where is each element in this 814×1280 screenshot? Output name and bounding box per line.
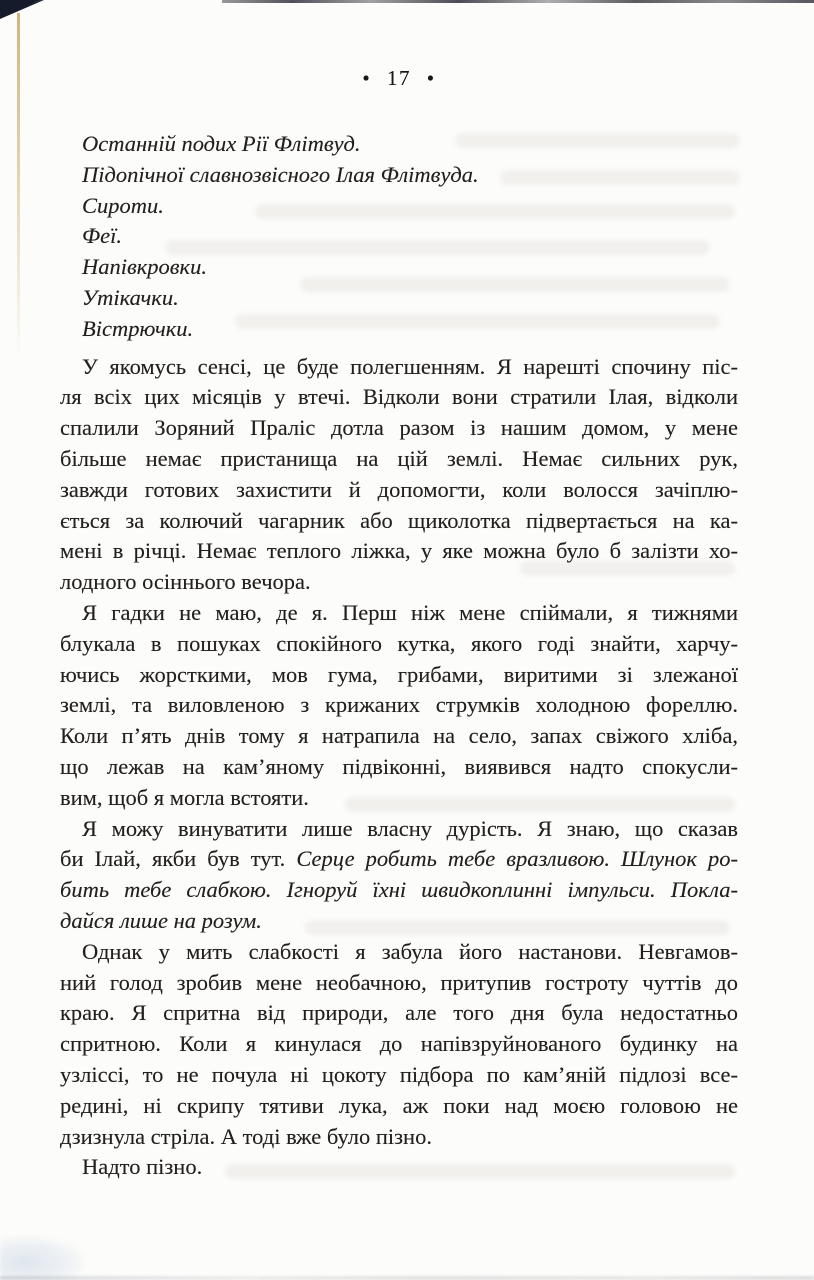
text-line: Надто пізно. <box>82 1154 203 1180</box>
text-line: землі, та виловленою з крижаних струмків холодною фореллю. <box>60 692 738 718</box>
page-edge-line <box>17 13 20 358</box>
text-line: узліссі, то не почула ні цокоту підбора по кам’яній підлозі все- <box>60 1061 738 1087</box>
epigraph-line: Утікачки. <box>82 284 179 310</box>
text-line: ний голод зробив мене необачною, притупив гостроту чуттів до <box>60 969 738 995</box>
epigraph-line: Останній подих Рії Флітвуд. <box>82 131 361 156</box>
epigraph-line: Феї. <box>82 223 122 249</box>
text-line: дзизнула стріла. А тоді вже було пізно. <box>60 1123 432 1149</box>
paragraph <box>60 937 738 1153</box>
bottom-smudge-artifact <box>0 1236 85 1280</box>
epigraph-line: Підопічної славнозвісного Ілая Флітвуда. <box>82 161 479 187</box>
text-line: завжди готових захистити й допомогти, коли волосся зачіплю- <box>60 476 738 502</box>
text-line <box>60 844 738 875</box>
text-line: ля всіх цих місяців у втечі. Відколи вони стратили Ілая, відколи <box>60 384 738 410</box>
text-line <box>60 906 738 937</box>
text-line: вим, щоб я могла встояти. <box>60 784 309 810</box>
page-number: • 17 • <box>362 66 436 90</box>
text-line: краю. Я спритна від природи, але того дня була недостатньо <box>60 1000 738 1026</box>
epigraph <box>60 129 738 345</box>
text-segment: би Ілай, якби був тут. <box>60 846 297 872</box>
text-line: У якомусь сенсі, це буде полегшенням. Я нарешті спочину піс- <box>82 353 738 379</box>
text-line: спритною. Коли я кинулася до напівзруйнованого будинку на <box>60 1031 738 1057</box>
epigraph-line: Напівкровки. <box>82 254 207 280</box>
text-line: мені в річці. Немає теплого ліжка, у яке можна було б залізти хо- <box>60 538 738 564</box>
epigraph-line: Вістрючки. <box>82 315 194 341</box>
italic-text-segment: дайся лише на розум. <box>60 907 262 933</box>
top-edge-shadow <box>222 0 814 3</box>
epigraph-line: Сироти. <box>82 192 164 218</box>
text-column <box>60 129 738 1183</box>
text-line: ється за колючий чагарник або щиколотка підвертається на ка- <box>60 507 738 533</box>
text-line: спалили Зоряний Праліс дотла разом із нашим домом, у мене <box>60 415 738 441</box>
italic-text-segment: бить тебе слабкою. Ігноруй їхні швидкоплинні імпульси. Покла- <box>60 877 738 903</box>
text-line: ючись жорсткими, мов гума, грибами, виритими зі злежаної <box>60 661 738 687</box>
text-line <box>60 875 738 906</box>
text-line: що лежав на кам’яному підвіконні, виявився надто спокусли- <box>60 753 738 779</box>
italic-text-segment: Серце робить тебе вразливою. Шлунок ро- <box>296 846 738 872</box>
text-line: Я можу винуватити лише власну дурість. Я знаю, що сказав <box>82 815 738 841</box>
paragraph <box>60 814 738 937</box>
text-line: блукала в пошуках спокійного кутка, якого годі знайти, харчу- <box>60 630 738 656</box>
text-line: Однак у мить слабкості я забула його настанови. Невгамов- <box>82 938 738 964</box>
text-line: редині, ні скрипу тятиви лука, аж поки над моєю головою не <box>60 1092 738 1118</box>
paragraph <box>60 1152 738 1183</box>
text-line: більше немає пристанища на цій землі. Немає сильних рук, <box>60 445 738 471</box>
page-corner-artifact <box>0 0 44 19</box>
paragraph <box>60 352 738 598</box>
paragraph <box>60 598 738 814</box>
bottom-edge-shadow <box>0 1276 814 1280</box>
text-line: Коли п’ять днів тому я натрапила на село, запах свіжого хліба, <box>60 723 738 749</box>
text-line: лодного осіннього вечора. <box>60 569 311 595</box>
body-text <box>60 352 738 1184</box>
text-line: Я гадки не маю, де я. Перш ніж мене спіймали, я тижнями <box>82 599 738 625</box>
